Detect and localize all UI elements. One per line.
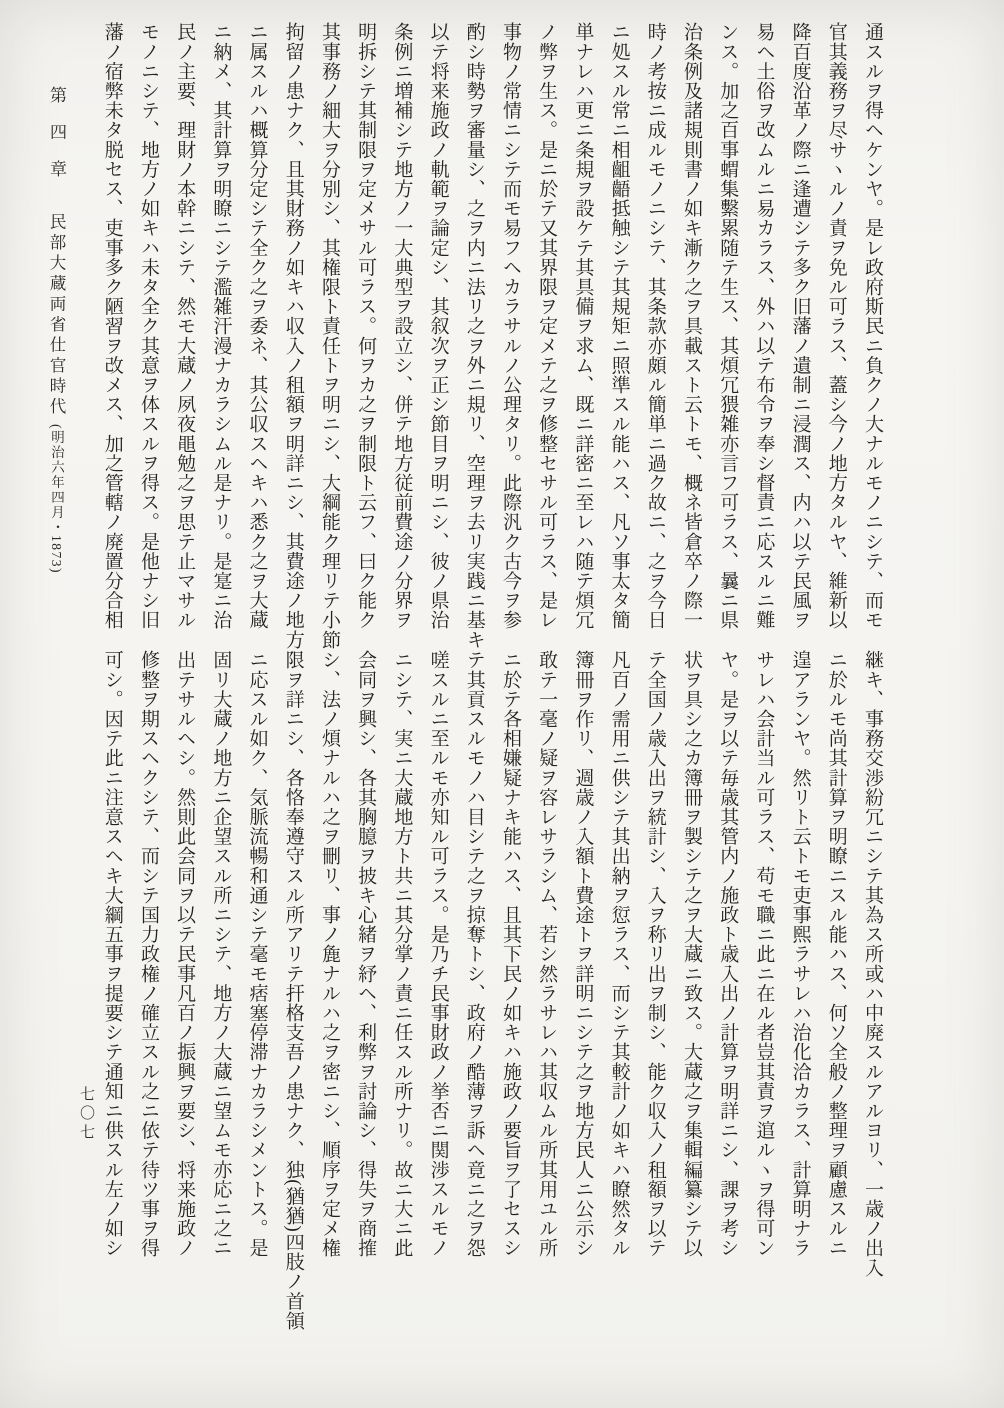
text-column: 其事務ノ細大ヲ分別シ、其権限ト責任トヲ明ニシ、大綱能ク理リテ小節 — [318, 22, 340, 650]
text-column: 拘留ノ患ナク、且其財務ノ如キハ収入ノ租額ヲ明詳ニシ、其費途ノ地方 — [282, 22, 304, 650]
text-column: 出テサルヘシ。然則此会同ヲ以テ民事凡百ノ振興ヲ要シ、将来施政ノ — [174, 650, 196, 1258]
text-column: 時ノ考按ニ成ルモノニシテ、其条款亦頗ル簡単ニ過ク故ニ、之ヲ今日 — [644, 22, 666, 630]
text-column: 固リ大蔵ノ地方ニ企望スル所ニシテ、地方ノ大蔵ニ望ムモ亦応ニ之ニ — [210, 650, 232, 1258]
bottom-text-block — [94, 650, 890, 1331]
text-column: 治条例及諸規則書ノ如キ漸ク之ヲ具載スト云トモ、概ネ皆倉卒ノ際一 — [680, 22, 702, 630]
text-column: ニ於ルモ尚其計算ヲ明瞭ニスル能ハス、何ソ全般ノ整理ヲ顧慮スルニ — [825, 650, 847, 1258]
text-column: 官其義務ヲ尽サヽルノ責ヲ免ル可ラス、蓋シ今ノ地方タルヤ、維新以 — [825, 22, 847, 630]
text-column: 可シ。因テ此ニ注意スヘキ大綱五事ヲ提要シテ通知ニ供スル左ノ如シ — [101, 650, 123, 1258]
chapter-number: 第四章 — [47, 86, 66, 197]
text-column: 凡百ノ需用ニ供シテ其出納ヲ愆ラス、而シテ其較計ノ如キハ瞭然タル — [608, 650, 630, 1258]
chapter-title: 民部大蔵両省仕官時代 — [47, 213, 66, 418]
text-column: 易ヘ土俗ヲ改ムルニ易カラス、外ハ以テ布令ヲ奉シ督責ニ応スルニ難 — [753, 22, 775, 630]
text-column: ニ応スル如ク、気脈流暢和通シテ毫モ痞塞停滞ナカラシメントス。是 — [246, 650, 268, 1258]
text-column: 修整ヲ期スヘクシテ、而シテ国力政権ノ確立スル之ニ依テ待ツ事ヲ得 — [137, 650, 159, 1258]
running-chapter-header — [44, 86, 69, 574]
text-column: 藩ノ宿弊未タ脱セス、吏事多ク陋習ヲ改メス、加之管轄ノ廃置分合相 — [101, 22, 123, 630]
text-column: ニ属スルハ概算分定シテ全ク之ヲ委ネ、其公収スヘキハ悉ク之ヲ大蔵 — [246, 22, 268, 630]
top-text-block — [94, 22, 890, 650]
text-column: 継キ、事務交渉紛冗ニシテ其為ス所或ハ中廃スルアルヨリ、一歳ノ出入 — [862, 650, 883, 1278]
text-column: テ全国ノ歳入出ヲ統計シ、入ヲ称リ出ヲ制シ、能ク収入ノ租額ヲ以テ — [644, 650, 666, 1258]
text-column: ンス。加之百事蝟集繫累随テ生ス、其煩冗猥雑亦言フ可ラス、曩ニ県 — [717, 22, 739, 630]
text-column: ニ於テ各相嫌疑ナキ能ハス、且其下民ノ如キハ施政ノ要旨ヲ了セスシ — [499, 650, 521, 1258]
text-column: ニシテ、実ニ大蔵地方ト共ニ其分掌ノ責ニ任スル所ナリ。故ニ大ニ此 — [391, 650, 413, 1258]
text-column: ヤ。是ヲ以テ毎歳其管内ノ施政ト歳入出ノ計算ヲ明詳ニシ、課ヲ考シ — [717, 650, 739, 1258]
text-column: シ、法ノ煩ナルハ之ヲ刪リ、事ノ麁ナルハ之ヲ密ニシ、順序ヲ定メ権 — [318, 650, 340, 1258]
text-column: 酌シ時勢ヲ審量シ、之ヲ内ニ法リ之ヲ外ニ規リ、空理ヲ去リ実践ニ基キ — [463, 22, 485, 650]
text-column: 遑アランヤ。然リト云トモ吏事煕ラサレハ治化洽カラス、計算明ナラ — [789, 650, 811, 1258]
text-column: 民ノ主要、理財ノ本幹ニシテ、然モ大蔵ノ夙夜黽勉之ヲ思テ止マサル — [174, 22, 196, 630]
text-column: 通スルヲ得ヘケンヤ。是レ政府斯民ニ負クノ大ナルモノニシテ、而モ — [862, 22, 883, 630]
text-column: 条例ニ増補シテ地方ノ一大典型ヲ設立シ、併テ地方従前費途ノ分界ヲ — [391, 22, 413, 630]
text-column: サレハ会計当ル可ラス、苟モ職ニ此ニ在ル者豈其責ヲ逭ルヽヲ得可ン — [753, 650, 775, 1258]
text-column: テ其貢スルモノハ目シテ之ヲ掠奪トシ、政府ノ酷薄ヲ訴ヘ竟ニ之ヲ怨 — [463, 650, 485, 1258]
text-column: ノ弊ヲ生ス。是ニ於テ又其界限ヲ定メテ之ヲ修整セサル可ラス、是レ — [536, 22, 558, 630]
text-column: ニ処スル常ニ相齟齬抵触シテ其規矩ニ照準スル能ハス、凡ソ事太タ簡 — [608, 22, 630, 630]
text-column: 簿冊ヲ作リ、週歳ノ入額ト費途トヲ詳明ニシテ之ヲ地方民人ニ公示シ — [572, 650, 594, 1258]
page-number: 七〇七 — [78, 1086, 94, 1143]
text-column: 状ヲ具シ之カ簿冊ヲ製シテ之ヲ大蔵ニ致ス。大蔵之ヲ集輯編纂シテ以 — [680, 650, 702, 1258]
text-column: 明拆シテ其制限ヲ定メサル可ラス。何ヲカ之ヲ制限ト云フ、曰ク能ク — [355, 22, 377, 630]
text-column: 会同ヲ興シ、各其胸臆ヲ披キ心緒ヲ紓ヘ、利弊ヲ討論シ、得失ヲ商搉 — [355, 650, 377, 1258]
text-column: 事物ノ常情ニシテ而モ易フヘカラサルノ公理タリ。此際汎ク古今ヲ参 — [499, 22, 521, 630]
text-column: 降百度沿革ノ際ニ逢遭シテ多ク旧藩ノ遺制ニ浸潤ス、内ハ以テ民風ヲ — [789, 22, 811, 630]
text-column: ニ納メ、其計算ヲ明瞭ニシテ濫雑汗漫ナカラシムル是ナリ。是寔ニ治 — [210, 22, 232, 630]
text-column: 嗟スルニ至ルモ亦知ル可ラス。是乃チ民事財政ノ挙否ニ関渉スルモノ — [427, 650, 449, 1258]
text-column: 以テ将来施政ノ軌範ヲ論定シ、其叙次ヲ正シ節目ヲ明ニシ、彼ノ県治 — [427, 22, 449, 630]
text-column: 敢テ一毫ノ疑ヲ容レサラシム、若シ然ラサレハ其収ムル所其用ユル所 — [536, 650, 558, 1258]
text-column: 単ナレハ更ニ条規ヲ設ケテ其具備ヲ求ム、既ニ詳密ニ至レハ随テ煩冗 — [572, 22, 594, 630]
chapter-date-note: (明治六年四月・1873) — [49, 424, 64, 574]
text-column: モノニシテ、地方ノ如キハ未タ全ク其意ヲ体スルヲ得ス。是他ナシ旧 — [137, 22, 159, 630]
text-column: 限ヲ詳ニシ、各恪奉遵守スル所アリテ扞格支吾ノ患ナク、独(猶猶)四肢ノ首領 — [282, 650, 304, 1331]
